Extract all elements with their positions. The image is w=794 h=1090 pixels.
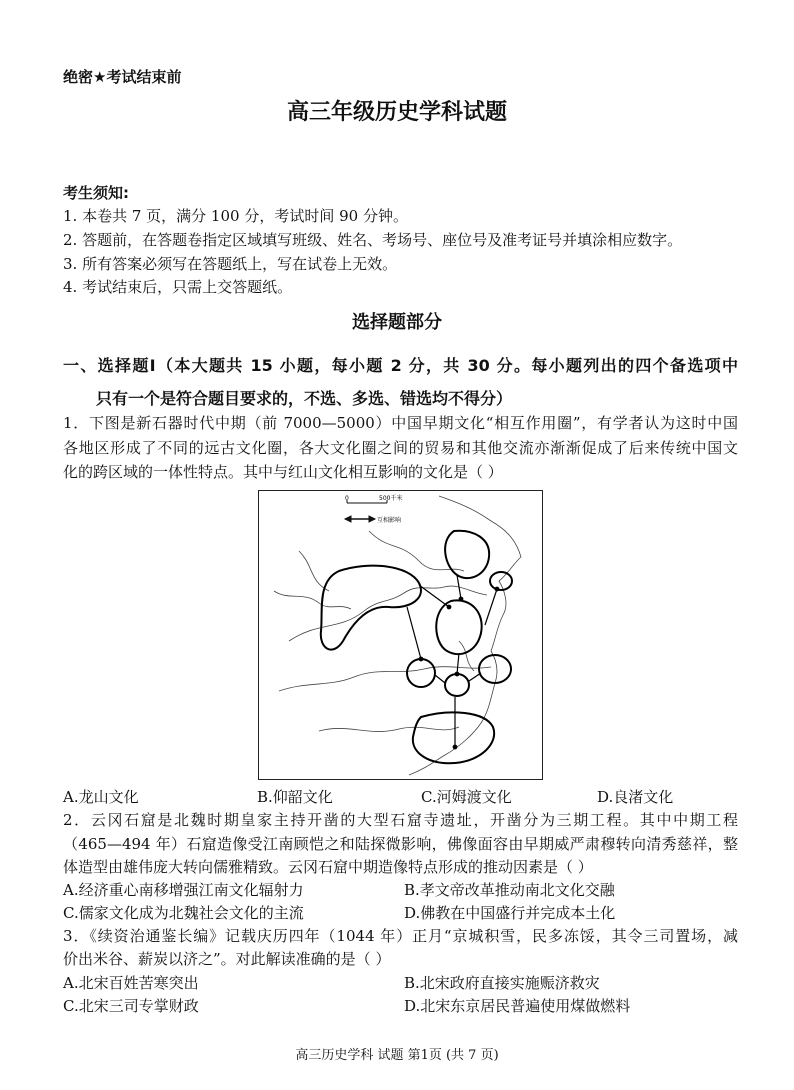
part-heading-line2: 只有一个是符合题目要求的，不选、多选、错选均不得分） [96, 389, 513, 408]
q3-option-b: B.北宋政府直接实施赈济救灾 [404, 974, 600, 992]
arrowhead [455, 672, 459, 676]
culture-circle-shandong [436, 600, 481, 654]
scale-label-end: 500千米 [379, 495, 403, 502]
q3-stem-line: 3．《续资治通鉴长编》记载庆历四年（1044 年）正月“京城积雪，民多冻馁，其令三司置场，减 [63, 927, 738, 945]
q3-option-c: C.北宋三司专掌财政 [63, 997, 199, 1015]
exam-title: 高三年级历史学科试题 [286, 100, 507, 125]
q3-option-a: A.北宋百姓苦寒突出 [63, 974, 199, 992]
q3-stem-line: 价出米谷、薪炭以济之”。对此解读准确的是（ ） [63, 950, 391, 968]
arrowhead [495, 587, 499, 591]
legend-arrowhead [369, 516, 375, 522]
interaction-arrow [407, 607, 421, 659]
culture-circle-northeast [445, 531, 489, 578]
interaction-arrow [469, 673, 481, 681]
q1-stem-line: 1．下图是新石器时代中期（前 7000—5000）中国早期文化“相互作用圈”，有学者认为这时中国 [63, 414, 738, 432]
culture-circle-northwest [321, 566, 421, 650]
neolithic-interaction-map [258, 490, 543, 780]
q2-option-c: C.儒家文化成为北魏社会文化的主流 [63, 904, 304, 922]
arrowhead [453, 745, 457, 749]
coastline [409, 496, 521, 775]
q2-option-d: D.佛教在中国盛行并完成本土化 [404, 904, 616, 922]
arrowhead [447, 605, 451, 609]
culture-circle-jianghan [407, 659, 435, 687]
q2-stem-line: （465—494 年）石窟造像受江南顾恺之和陆探微影响，佛像面容由早期威严肃穆转向清秀慈祥，整 [63, 835, 738, 853]
section-title: 选择题部分 [352, 312, 442, 333]
interaction-arrow [435, 675, 445, 683]
interaction-arrow [457, 653, 459, 674]
q2-stem-line: 体造型由雄伟庞大转向儒雅精致。云冈石窟中期造像特点形成的推动因素是（ ） [63, 858, 593, 876]
tributary [459, 641, 474, 671]
q2-option-a: A.经济重心南移增强江南文化辐射力 [63, 881, 304, 899]
culture-circle-middle [445, 674, 469, 696]
q1-option-a: A.龙山文化 [63, 788, 139, 806]
scale-label-start: 0 [345, 495, 349, 502]
notice-item: 3. 所有答案必须写在答题纸上，写在试卷上无效。 [63, 255, 398, 273]
notice-item: 2. 答题前，在答题卷指定区域填写班级、姓名、考场号、座位号及准考证号并填涂相应数字。 [63, 231, 683, 249]
legend-label: 互相影响 [377, 517, 402, 524]
yellow-river [289, 586, 487, 641]
q1-option-c: C.河姆渡文化 [421, 788, 512, 806]
notice-heading: 考生须知: [63, 184, 129, 202]
yangtze-river [279, 667, 491, 691]
tributary [299, 551, 329, 591]
q2-option-b: B.孝文帝改革推动南北文化交融 [404, 881, 615, 899]
southern-river [319, 727, 459, 732]
arrowhead [419, 657, 423, 661]
page-footer: 高三历史学科 试题 第1页 (共 7 页) [295, 1048, 499, 1063]
culture-circle-small-north [490, 572, 512, 590]
legend-arrowhead [345, 516, 351, 522]
notice-item: 1. 本卷共 7 页，满分 100 分，考试时间 90 分钟。 [63, 207, 408, 225]
q1-option-d: D.良渚文化 [597, 788, 674, 806]
part-heading-line1: 一、选择题Ⅰ（本大题共 15 小题，每小题 2 分，共 30 分。每小题列出的四个备选项中 [63, 356, 738, 375]
q2-stem-line: 2．云冈石窟是北魏时期皇家主持开凿的大型石窟寺遗址，开凿分为三期工程。其中中期工程 [63, 811, 738, 829]
interaction-arrow [485, 589, 497, 625]
q1-stem-line: 化的跨区域的一体性特点。其中与红山文化相互影响的文化是（ ） [63, 463, 503, 481]
q1-stem-line: 各地区形成了不同的远古文化圈，各大文化圈之间的贸易和其他交流亦渐渐促成了后来传统中国文 [63, 439, 738, 457]
confidential-label: 绝密★考试结束前 [63, 68, 182, 86]
notice-item: 4. 考试结束后，只需上交答题纸。 [63, 278, 293, 296]
culture-circle-south [413, 712, 494, 763]
western-river [274, 591, 351, 609]
q3-option-d: D.北宋东京居民普遍使用煤做燃料 [404, 997, 631, 1015]
map-drawing [259, 491, 542, 779]
arrowhead [459, 597, 463, 601]
q1-option-b: B.仰韶文化 [257, 788, 333, 806]
